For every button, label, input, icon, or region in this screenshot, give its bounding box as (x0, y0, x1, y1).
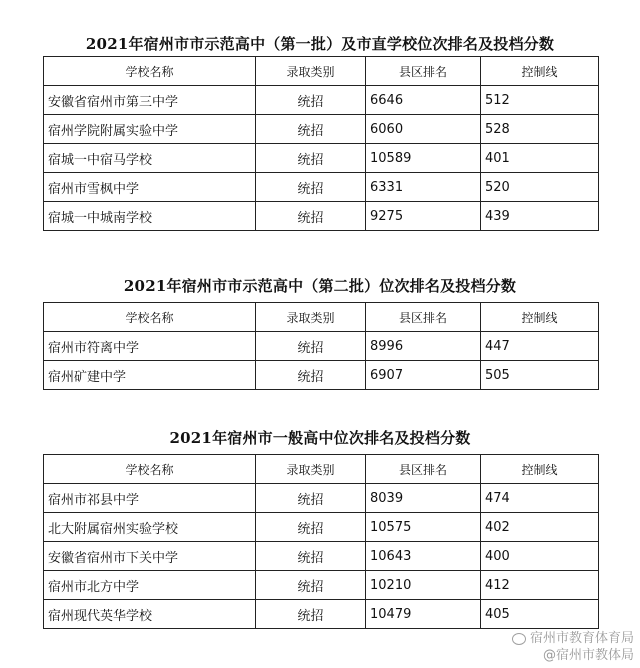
header-rank: 县区排名 (366, 455, 481, 484)
school-name: 宿城一中城南学校 (44, 202, 256, 231)
county-rank: 10479 (366, 600, 481, 629)
control-line: 505 (481, 361, 599, 390)
admission-type: 统招 (256, 332, 366, 361)
header-line: 控制线 (481, 303, 599, 332)
table-row (44, 513, 599, 542)
admission-type: 统招 (256, 600, 366, 629)
admission-type: 统招 (256, 86, 366, 115)
control-line: 474 (481, 484, 599, 513)
county-rank: 8039 (366, 484, 481, 513)
control-line: 447 (481, 332, 599, 361)
table-header-row (44, 57, 599, 86)
section-title-batch-2: 2021年宿州市市示范高中（第二批）位次排名及投档分数 (123, 277, 517, 295)
table-row (44, 571, 599, 600)
header-line: 控制线 (481, 57, 599, 86)
county-rank: 6060 (366, 115, 481, 144)
county-rank: 9275 (366, 202, 481, 231)
table-header-row (44, 455, 599, 484)
watermark-handle: @宿州市教体局 (542, 648, 634, 663)
watermark-account: 宿州市教育体育局 (529, 631, 634, 646)
header-type: 录取类别 (256, 455, 366, 484)
table-row (44, 542, 599, 571)
table-row (44, 484, 599, 513)
county-rank: 6331 (366, 173, 481, 202)
table-row (44, 600, 599, 629)
table-general (43, 454, 599, 629)
school-name: 宿州矿建中学 (44, 361, 256, 390)
county-rank: 6907 (366, 361, 481, 390)
school-name: 宿州现代英华学校 (44, 600, 256, 629)
control-line: 402 (481, 513, 599, 542)
table-row (44, 202, 599, 231)
section-title-general: 2021年宿州市一般高中位次排名及投档分数 (169, 429, 471, 447)
county-rank: 10643 (366, 542, 481, 571)
admission-type: 统招 (256, 513, 366, 542)
watermark (512, 630, 634, 664)
admission-type: 统招 (256, 571, 366, 600)
school-name: 安徽省宿州市第三中学 (44, 86, 256, 115)
admission-type: 统招 (256, 115, 366, 144)
school-name: 北大附属宿州实验学校 (44, 513, 256, 542)
school-name: 宿州市祁县中学 (44, 484, 256, 513)
header-rank: 县区排名 (366, 303, 481, 332)
control-line: 439 (481, 202, 599, 231)
header-school: 学校名称 (44, 455, 256, 484)
header-rank: 县区排名 (366, 57, 481, 86)
county-rank: 10589 (366, 144, 481, 173)
admission-type: 统招 (256, 173, 366, 202)
section-title-batch-1: 2021年宿州市市示范高中（第一批）及市直学校位次排名及投档分数 (85, 35, 555, 53)
school-name: 宿州学院附属实验中学 (44, 115, 256, 144)
table-row (44, 332, 599, 361)
control-line: 401 (481, 144, 599, 173)
table-batch-1 (43, 56, 599, 231)
header-type: 录取类别 (256, 57, 366, 86)
school-name: 宿州市北方中学 (44, 571, 256, 600)
control-line: 405 (481, 600, 599, 629)
county-rank: 10575 (366, 513, 481, 542)
header-line: 控制线 (481, 455, 599, 484)
admission-type: 统招 (256, 484, 366, 513)
admission-type: 统招 (256, 542, 366, 571)
table-row (44, 361, 599, 390)
control-line: 528 (481, 115, 599, 144)
table-header-row (44, 303, 599, 332)
admission-type: 统招 (256, 144, 366, 173)
school-name: 宿城一中宿马学校 (44, 144, 256, 173)
table-row (44, 115, 599, 144)
control-line: 512 (481, 86, 599, 115)
header-type: 录取类别 (256, 303, 366, 332)
header-school: 学校名称 (44, 57, 256, 86)
table-row (44, 86, 599, 115)
admission-type: 统招 (256, 361, 366, 390)
school-name: 宿州市雪枫中学 (44, 173, 256, 202)
header-school: 学校名称 (44, 303, 256, 332)
county-rank: 10210 (366, 571, 481, 600)
table-row (44, 173, 599, 202)
control-line: 520 (481, 173, 599, 202)
admission-type: 统招 (256, 202, 366, 231)
county-rank: 6646 (366, 86, 481, 115)
control-line: 412 (481, 571, 599, 600)
school-name: 安徽省宿州市下关中学 (44, 542, 256, 571)
control-line: 400 (481, 542, 599, 571)
school-name: 宿州市符离中学 (44, 332, 256, 361)
table-row (44, 144, 599, 173)
table-batch-2 (43, 302, 599, 390)
wechat-icon (512, 633, 526, 645)
county-rank: 8996 (366, 332, 481, 361)
